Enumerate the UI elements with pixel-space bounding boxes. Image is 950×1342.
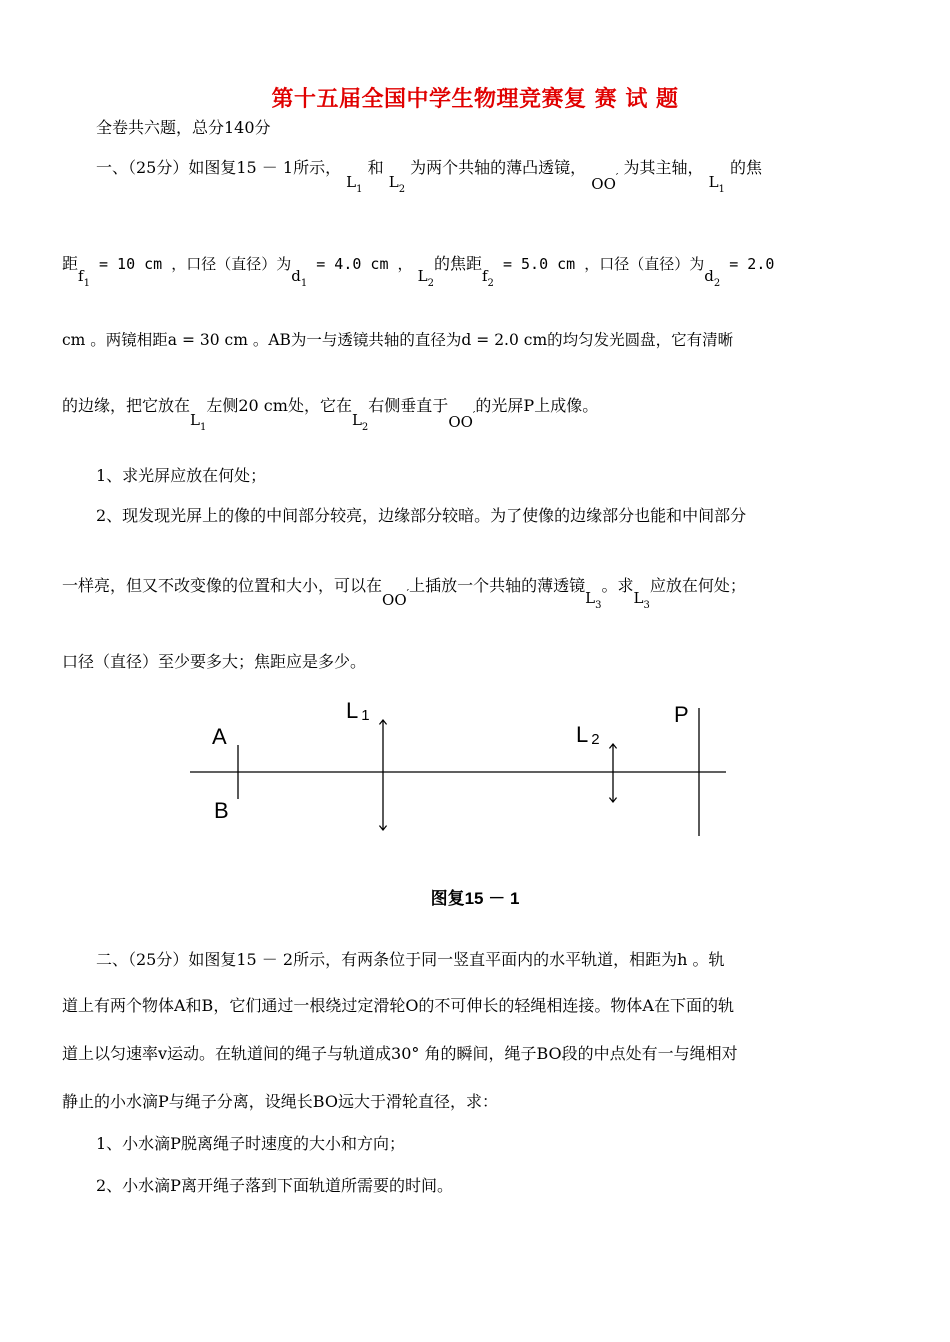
- q1-line2-c: = 4.0 cm ，: [307, 255, 413, 273]
- lens-symbol-l1-second: [708, 173, 725, 195]
- q1-line1-he: 和: [367, 158, 384, 177]
- label-l2: [576, 722, 600, 748]
- oo-item2-prime: ′: [406, 587, 410, 600]
- lens-l1b-subscript: 1: [718, 184, 725, 195]
- q1-item2b-a: 一样亮，但又不改变像的位置和大小，可以在: [62, 576, 383, 595]
- d2-subscript: 2: [713, 278, 721, 289]
- q1-line1: [96, 158, 763, 195]
- intro-text: 全卷共六题，总分140分: [96, 118, 271, 137]
- lens-l1b-letter: L: [708, 173, 719, 191]
- axis-symbol-oo: [591, 171, 619, 193]
- l3b-subscript: 3: [643, 600, 650, 611]
- lens-symbol-l1: [346, 173, 363, 195]
- symbol-l1-line4: [190, 411, 207, 433]
- lens-l2-letter: L: [388, 173, 399, 191]
- label-l1-subscript: 1: [361, 707, 370, 724]
- lens-l1-letter: L: [346, 173, 357, 191]
- figure-caption: 图复15 － 1: [430, 889, 520, 908]
- symbol-f2: [481, 267, 494, 289]
- q1-line1-c: 为其主轴，: [623, 158, 704, 177]
- q1-item2-line1: 2、现发现光屏上的像的中间部分较亮，边缘部分较暗。为了使像的边缘部分也能和中间部分: [96, 506, 747, 525]
- symbol-d2: [704, 267, 721, 289]
- q2-line2: 道上有两个物体A和B，它们通过一根绕过定滑轮O的不可伸长的轻绳相连接。物体A在下面的轨: [62, 996, 734, 1015]
- q1-line4-b: 左侧20 cm处，它在: [206, 396, 352, 415]
- symbol-l2-line4: [351, 411, 369, 433]
- q1-line4-c: 右侧垂直于: [368, 396, 449, 415]
- q2-item2: 2、小水滴P离开绳子落到下面轨道所需要的时间。: [96, 1176, 453, 1195]
- q1-item2b-c: 。求: [601, 576, 634, 595]
- f2-subscript: 2: [487, 278, 494, 289]
- symbol-d1: [291, 267, 308, 289]
- lens-symbol-l2: [388, 173, 406, 195]
- symbol-l3-second: [633, 589, 650, 611]
- q2-line1: 二、（25分）如图复15 － 2所示，有两条位于同一竖直平面内的水平轨道，相距为h 。轨: [96, 950, 725, 969]
- label-a: A: [212, 724, 227, 749]
- axis-symbol-oo-line4: [448, 409, 476, 431]
- label-l2-letter: L: [576, 722, 589, 747]
- lens-l2-subscript: 2: [398, 184, 406, 195]
- axis-oo-letters: OO: [591, 175, 616, 193]
- lens-l1-subscript: 1: [356, 184, 363, 195]
- l3-subscript: 3: [595, 600, 602, 611]
- q1-item2-line3: 口径（直径）至少要多大；焦距应是多少。: [62, 652, 367, 671]
- d2-letter: d: [704, 267, 714, 285]
- label-l1: [346, 698, 370, 724]
- q1-line2: [62, 254, 775, 289]
- l2-subscript: 2: [427, 278, 434, 289]
- l2-line4-letter: L: [351, 411, 362, 429]
- q1-line4: [62, 396, 599, 433]
- q2-line4: 静止的小水滴P与绳子分离，设绳长BO远大于滑轮直径，求：: [62, 1092, 498, 1111]
- l1-line4-subscript: 1: [199, 422, 207, 433]
- oo-item2-letters: OO: [382, 591, 407, 609]
- oo-line4-letters: OO: [448, 413, 473, 431]
- label-l2-subscript: 2: [591, 731, 600, 748]
- label-b: B: [214, 798, 229, 823]
- l2-letter: L: [417, 267, 428, 285]
- q1-line1-b: 为两个共轴的薄凸透镜，: [410, 158, 587, 177]
- l3-letter: L: [585, 589, 596, 607]
- q1-line4-d: 的光屏P上成像。: [475, 396, 599, 415]
- q1-line2-f: = 2.0: [720, 255, 775, 273]
- q1-line2-a: 距: [62, 254, 79, 273]
- d1-letter: d: [291, 267, 301, 285]
- f1-subscript: 1: [83, 278, 90, 289]
- q1-line1-d: 的焦: [730, 158, 763, 177]
- q1-line1-a: 一、（25分）如图复15 － 1所示，: [96, 158, 342, 177]
- q1-line4-a: 的边缘，把它放在: [62, 396, 191, 415]
- q1-item1: 1、求光屏应放在何处；: [96, 466, 267, 485]
- q2-item1: 1、小水滴P脱离绳子时速度的大小和方向；: [96, 1134, 405, 1153]
- l2-line4-subscript: 2: [361, 422, 369, 433]
- axis-symbol-oo-item2: [382, 587, 410, 609]
- symbol-f1: [78, 267, 90, 289]
- q1-line3: cm 。两镜相距a = 30 cm 。AB为一与透镜共轴的直径为d = 2.0 cm的均匀发光圆盘，它有清晰: [62, 331, 734, 349]
- q1-item2b-b: 上插放一个共轴的薄透镜: [409, 576, 586, 595]
- d1-subscript: 1: [300, 278, 308, 289]
- q2-line3: 道上以匀速率v运动。在轨道间的绳子与轨道成30° 角的瞬间，绳子BO段的中点处有一与绳相对: [62, 1044, 738, 1063]
- l3b-letter: L: [633, 589, 644, 607]
- q1-item2b-d: 应放在何处；: [649, 576, 746, 595]
- q1-line2-e: = 5.0 cm ，口径（直径）为: [493, 255, 705, 273]
- q1-line2-d: 的焦距: [433, 254, 482, 273]
- q1-line2-b: = 10 cm ，口径（直径）为: [89, 255, 292, 273]
- axis-prime-mark: ′: [615, 171, 619, 184]
- label-l1-letter: L: [346, 698, 359, 723]
- label-p: P: [674, 702, 689, 727]
- oo-line4-prime: ′: [472, 409, 476, 422]
- symbol-l2: [417, 267, 434, 289]
- page-title: 第十五届全国中学生物理竞赛复 赛 试 题: [271, 86, 679, 112]
- q1-item2-line2: [62, 576, 746, 611]
- f1-letter: f: [78, 267, 84, 285]
- f2-letter: f: [481, 267, 488, 285]
- l1-line4-letter: L: [190, 411, 200, 429]
- figure-optics-diagram: [180, 690, 740, 860]
- symbol-l3: [585, 589, 602, 611]
